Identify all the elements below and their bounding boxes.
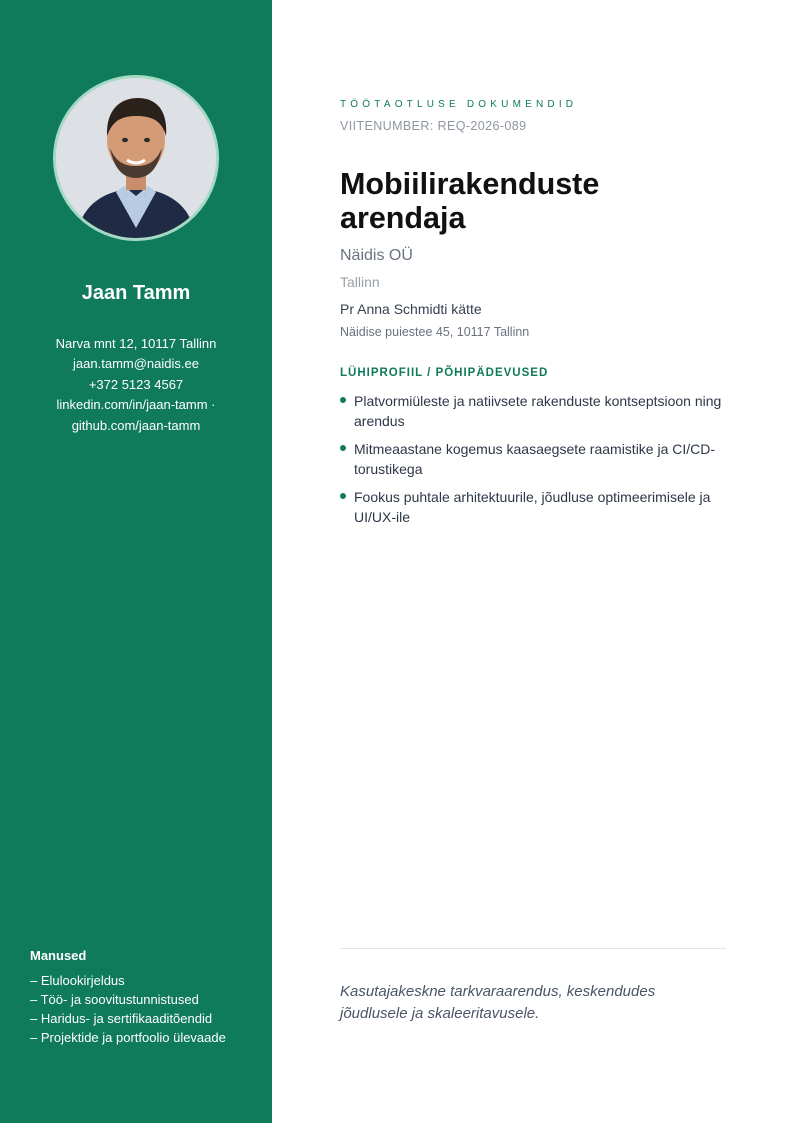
bullet-dot-icon <box>340 493 346 499</box>
attachment-item: – Haridus- ja sertifikaaditõendid <box>30 1011 213 1026</box>
contact-linkedin[interactable]: linkedin.com/in/jaan-tamm · <box>56 397 216 413</box>
contact-phone[interactable]: +372 5123 4567 <box>88 376 184 392</box>
contact-email[interactable]: jaan.tamm@naidis.ee <box>73 356 199 372</box>
bullet-dot-icon <box>340 445 346 451</box>
divider <box>340 948 726 949</box>
profile-photo <box>56 78 216 238</box>
list-item-text: Mitmeaastane kogemus kaasaegsete raamistike ja CI/CD-torustikega <box>354 441 716 477</box>
attachment-item: – Elulookirjeldus <box>30 973 125 988</box>
attachments-section <box>30 946 262 1047</box>
contact-block <box>20 334 252 436</box>
list-item <box>340 487 726 527</box>
sidebar <box>0 0 272 1123</box>
company-name: Näidis OÜ <box>340 247 413 264</box>
attachment-item: – Projektide ja portfoolio ülevaade <box>30 1030 226 1045</box>
recipient-name: Pr Anna Schmidti kätte <box>340 301 482 317</box>
job-title: Mobiilirakenduste arendaja <box>340 167 600 235</box>
competency-list <box>340 391 726 535</box>
company-city: Tallinn <box>340 274 380 290</box>
list-item <box>340 439 726 479</box>
candidate-name: Jaan Tamm <box>81 282 191 304</box>
bullet-dot-icon <box>340 397 346 403</box>
recipient-address: Näidise puiestee 45, 10117 Tallinn <box>340 325 530 339</box>
attachment-item: – Töö- ja soovitustunnistused <box>30 992 199 1007</box>
list-item <box>340 391 726 431</box>
profile-heading: LÜHIPROFIIL / PÕHIPÄDEVUSED <box>340 367 549 379</box>
list-item-text: Platvormiüleste ja natiivsete rakenduste kontseptsioon ning arendus <box>354 393 722 429</box>
reference-number: VIITENUMBER: REQ-2026-089 <box>340 119 527 133</box>
contact-github[interactable]: github.com/jaan-tamm <box>71 417 201 433</box>
tagline: Kasutajakeskne tarkvaraarendus, keskendudes jõudlusele ja skaleeritavusele. <box>340 983 656 1022</box>
contact-address: Narva mnt 12, 10117 Tallinn <box>55 336 217 351</box>
document-type-label: TÖÖTAOTLUSE DOKUMENDID <box>340 99 578 110</box>
list-item-text: Fookus puhtale arhitektuurile, jõudluse optimeerimisele ja UI/UX-ile <box>354 489 711 525</box>
attachments-title: Manused <box>30 948 87 963</box>
profile-photo-frame <box>53 75 219 241</box>
